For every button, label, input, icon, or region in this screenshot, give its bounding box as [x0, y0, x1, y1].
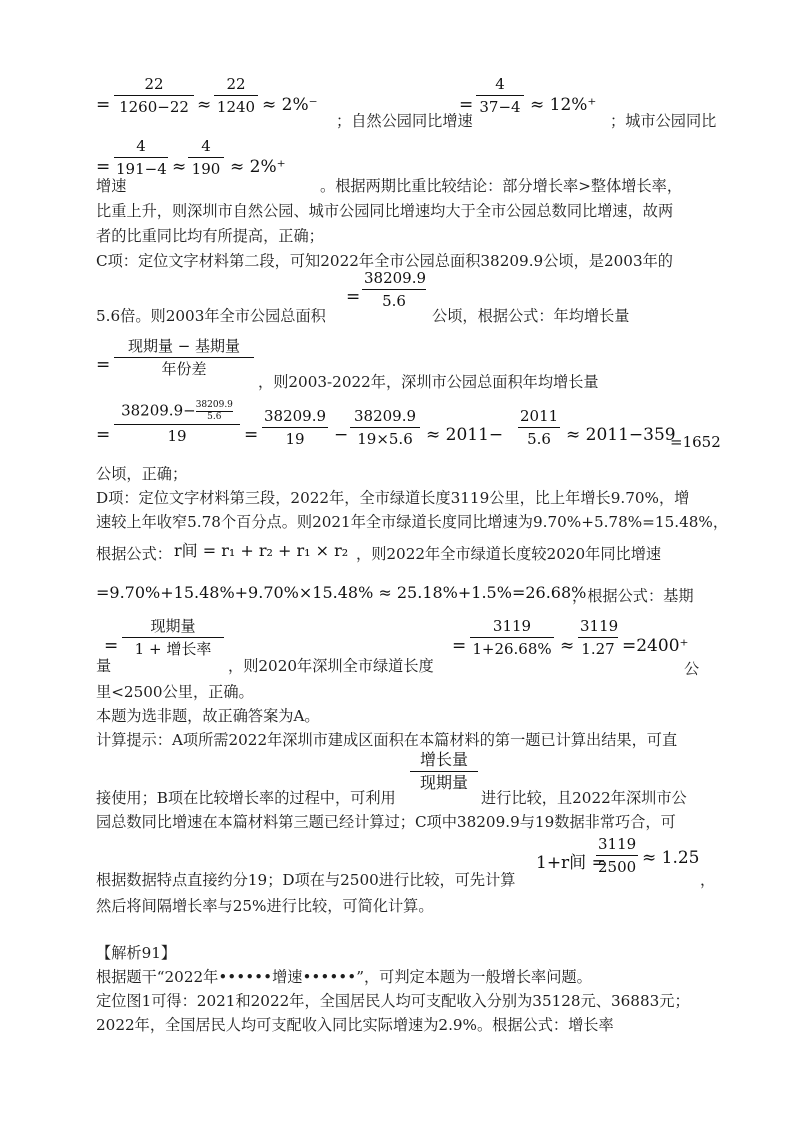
math-formula: 1+r间 =: [536, 853, 606, 873]
fraction: 增长量 现期量: [410, 750, 478, 793]
math-result: =1652: [670, 433, 721, 451]
math-equals: =: [96, 425, 111, 445]
text-line: C项：定位文字材料第二段，可知2022年全市公园总面积38209.9公顷，是2003年的: [96, 252, 673, 270]
math-text: ≈ 2011−: [426, 425, 504, 445]
text-line: 计算提示：A项所需2022年深圳市建成区面积在本篇材料的第一题已计算出结果，可直: [96, 731, 678, 749]
text-line: ，则2022年全市绿道长度较2020年同比增速: [356, 545, 662, 563]
math-equals: =: [96, 95, 111, 115]
text-line: 。根据两期比重比较结论：部分增长率>整体增长率，: [320, 177, 683, 195]
fraction: 现期量 − 基期量 年份差: [114, 336, 254, 379]
text-line: 定位图1可得：2021和2022年，全国居民人均可支配收入分别为35128元、36883元；: [96, 992, 690, 1010]
text-line: 增速: [96, 177, 127, 195]
math-formula: r间 = r₁ + r₂ + r₁ × r₂: [174, 541, 349, 560]
text-line: 公顷，根据公式：年均增长量: [432, 307, 630, 325]
fraction: 4 37−4: [476, 74, 524, 117]
math-equals: =: [96, 355, 111, 375]
text-line: ；自然公园同比增速: [336, 112, 473, 130]
text-line: 量: [96, 657, 112, 675]
text-line: 本题为选非题，故正确答案为A。: [96, 707, 320, 725]
math-result: =2400⁺: [622, 636, 689, 656]
text-line: 然后将间隔增长率与25%进行比较，可简化计算。: [96, 897, 434, 915]
math-result: ≈ 2011−359: [566, 425, 676, 445]
text-line: 公: [684, 660, 700, 678]
text-line: 比重上升，则深圳市自然公园、城市公园同比增速均大于全市公园总数同比增速，故两: [96, 202, 674, 220]
text-line: 速较上年收窄5.78个百分点。则2021年全市绿道长度同比增速为9.70%+5.78%=15.48%，: [96, 513, 729, 531]
text-line: ，: [700, 871, 716, 889]
text-line: 接使用；B项在比较增长率的过程中，可利用: [96, 789, 396, 807]
text-line: D项：定位文字材料第三段，2022年，全市绿道长度3119公里，比上年增长9.70%，增: [96, 489, 690, 507]
text-line: 5.6倍。则2003年全市公园总面积: [96, 307, 326, 325]
text-line: 里<2500公里，正确。: [96, 683, 254, 701]
text-line: ，根据公式：基期: [572, 587, 694, 605]
math-equals: =: [104, 636, 119, 656]
math-equals: =: [346, 287, 361, 307]
math-result: ≈ 1.25: [642, 848, 700, 868]
fraction: 38209.9 5.6: [364, 269, 427, 310]
fraction: 3119 1.27: [580, 617, 619, 658]
fraction: 4 191−4: [116, 137, 167, 178]
fraction: 38209.9 19×5.6: [350, 406, 420, 449]
math-equals: =: [96, 157, 111, 177]
fraction: 4 190: [188, 136, 224, 179]
math-formula: =9.70%+15.48%+9.70%×15.48% ≈ 25.18%+1.5%=26.68%: [96, 583, 587, 602]
fraction: 38209.9 19: [264, 407, 327, 448]
math-equals: =: [452, 636, 467, 656]
text-line: 者的比重同比均有所提高，正确；: [96, 227, 324, 245]
text-line: 公顷，正确；: [96, 465, 188, 483]
math-minus: −: [334, 425, 349, 445]
fraction: 3119 2500: [598, 835, 637, 876]
fraction: 22 1240: [214, 74, 258, 117]
math-approx: ≈: [560, 636, 575, 656]
math-equals: =: [244, 425, 259, 445]
math-approx: ≈: [172, 157, 187, 177]
fraction: 3119 1+26.68%: [470, 616, 554, 659]
text-line: 根据公式：: [96, 545, 172, 563]
math-approx: ≈: [197, 95, 212, 115]
math-result: ≈ 2%⁺: [230, 157, 286, 177]
math-equals: =: [459, 95, 474, 115]
fraction: 现期量 1 + 增长率: [122, 616, 224, 659]
fraction: 2011 5.6: [520, 407, 559, 448]
text-line: 进行比较，且2022年深圳市公: [481, 789, 687, 807]
text-line: 园总数同比增速在本篇材料第三题已经计算过；C项中38209.9与19数据非常巧合，可: [96, 813, 676, 831]
fraction: 38209.9− $\frac{38209.9}{5.6}$ 19: [114, 400, 240, 446]
text-line: 根据数据特点直接约分19；D项在与2500进行比较，可先计算: [96, 871, 516, 889]
text-line: 2022年，全国居民人均可支配收入同比实际增速为2.9%。根据公式：增长率: [96, 1016, 614, 1034]
math-result: ≈ 12%⁺: [530, 95, 597, 115]
fraction: 22 1260−22: [114, 74, 194, 117]
text-line: ，则2020年深圳全市绿道长度: [228, 657, 434, 675]
section-heading: 【解析91】: [96, 944, 177, 962]
text-line: ，则2003-2022年，深圳市公园总面积年均增长量: [258, 373, 599, 391]
text-line: ；城市公园同比: [610, 112, 717, 130]
math-result: ≈ 2%⁻: [262, 95, 318, 115]
text-line: 根据题干“2022年••••••增速••••••”，可判定本题为一般增长率问题。: [96, 968, 592, 986]
